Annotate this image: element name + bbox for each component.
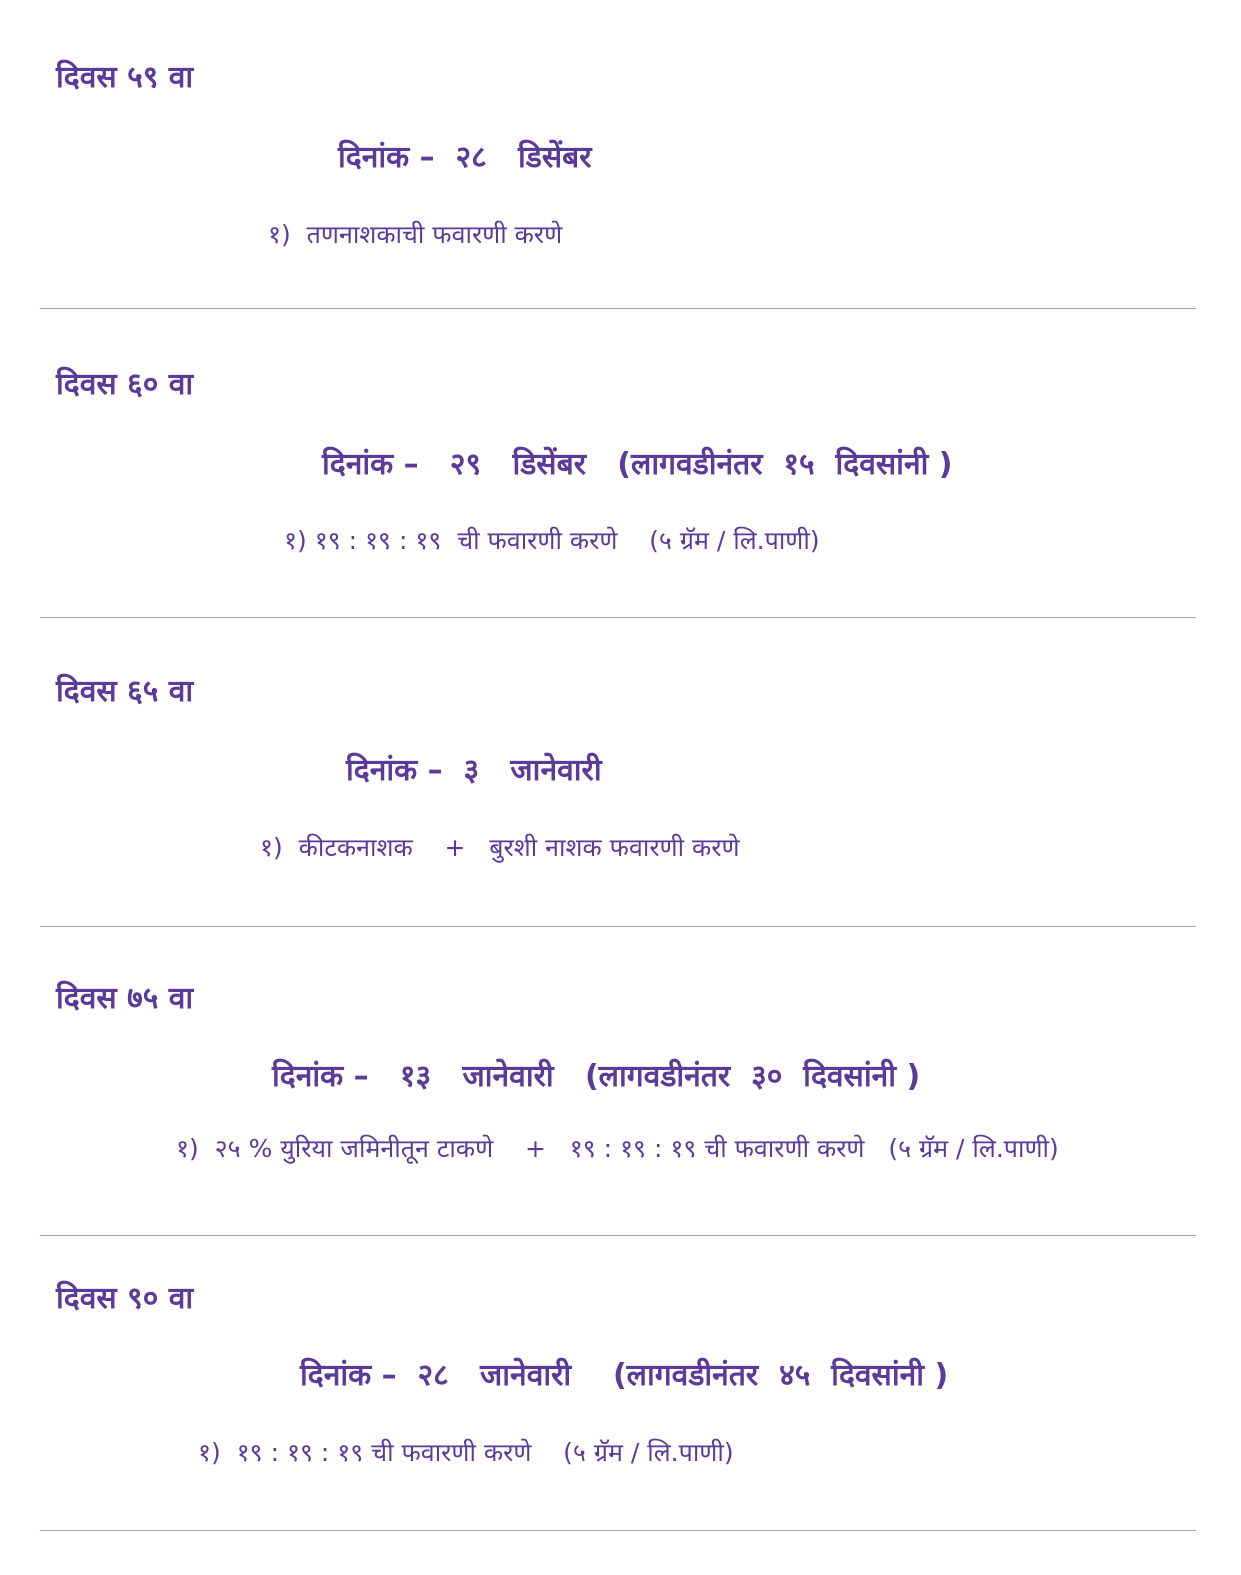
section-divider	[40, 617, 1196, 618]
date-line-60: दिनांक – २९ डिसेंबर (लागवडीनंतर १५ दिवसांनी )	[322, 447, 953, 482]
section-divider	[40, 308, 1196, 309]
date-line-75: दिनांक – १३ जानेवारी (लागवडीनंतर ३० दिवसांनी )	[272, 1059, 921, 1094]
day-label-90: दिवस ९० वा	[56, 1281, 194, 1316]
section-divider	[40, 926, 1196, 927]
date-line-65: दिनांक – ३ जानेवारी	[346, 753, 602, 788]
day-label-65: दिवस ६५ वा	[56, 674, 194, 709]
date-line-59: दिनांक – २८ डिसेंबर	[338, 140, 592, 175]
date-line-90: दिनांक – २८ जानेवारी (लागवडीनंतर ४५ दिवसांनी )	[300, 1358, 949, 1393]
day-label-75: दिवस ७५ वा	[56, 981, 194, 1016]
day-label-59: दिवस ५९ वा	[56, 60, 194, 95]
task-line-90: १) १९ : १९ : १९ ची फवारणी करणे (५ ग्रॅम / लि.पाणी)	[198, 1438, 734, 1467]
task-line-75: १) २५ % युरिया जमिनीतून टाकणे + १९ : १९ : १९ ची फवारणी करणे (५ ग्रॅम / लि.पाणी)	[176, 1134, 1059, 1163]
section-divider	[40, 1530, 1196, 1531]
task-line-65: १) कीटकनाशक + बुरशी नाशक फवारणी करणे	[260, 833, 740, 862]
day-label-60: दिवस ६० वा	[56, 367, 194, 402]
task-line-60: १) १९ : १९ : १९ ची फवारणी करणे (५ ग्रॅम / लि.पाणी)	[284, 526, 820, 555]
section-divider	[40, 1235, 1196, 1236]
task-line-59: १) तणनाशकाची फवारणी करणे	[268, 220, 563, 249]
